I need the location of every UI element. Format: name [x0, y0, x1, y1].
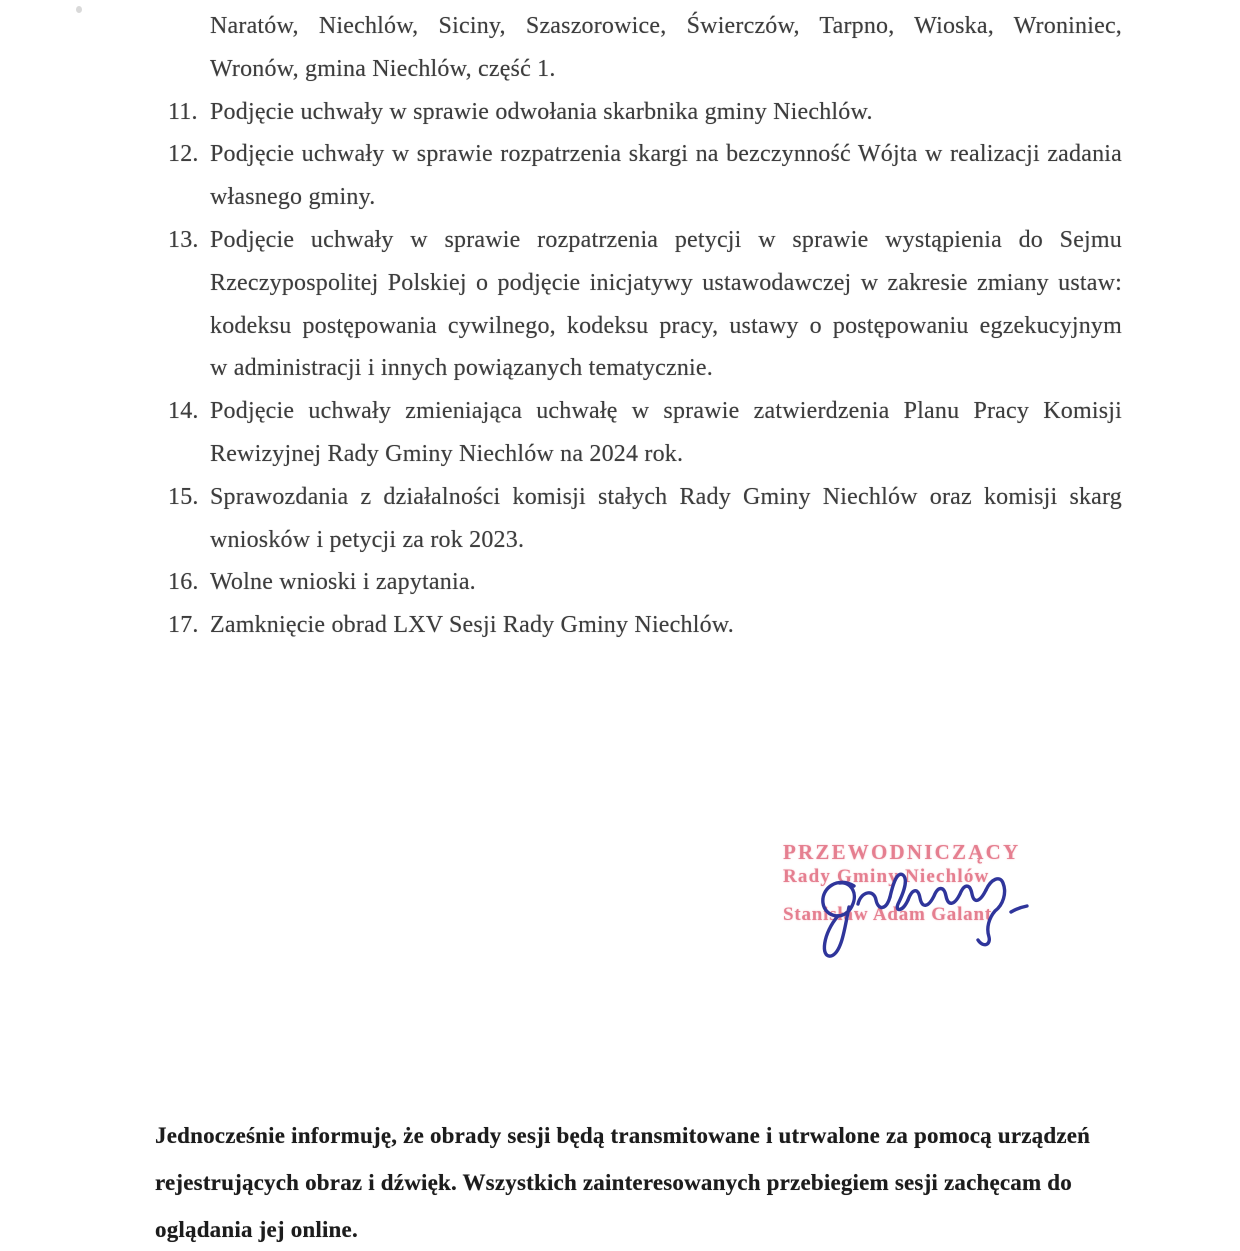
- item-number: 11.: [168, 98, 198, 125]
- text-line: wniosków i petycji za rok 2023.: [210, 526, 525, 553]
- footer-note: [155, 1112, 1155, 1251]
- item-number: 15.: [168, 483, 199, 510]
- agenda-item-11: [168, 91, 1122, 134]
- text-line: oglądania jej online.: [155, 1217, 358, 1242]
- text-line: własnego gminy.: [210, 184, 376, 211]
- stamp-name: Stanisław Adam Galant: [783, 904, 992, 925]
- item-number: 16.: [168, 569, 199, 596]
- text-line: Naratów, Niechlów, Siciny, Szaszorowice, Świerczów, Tarpno, Wioska, Wroniniec,: [210, 13, 1122, 39]
- agenda-item-16: [168, 561, 1122, 604]
- scan-artifact-speck: [76, 6, 82, 13]
- text-line: Podjęcie uchwały w sprawie odwołania skarbnika gminy Niechlów.: [210, 98, 873, 125]
- text-line: w administracji i innych powiązanych tematycznie.: [210, 355, 713, 382]
- text-line: Wronów, gmina Niechlów, część 1.: [210, 55, 556, 82]
- text-line: Sprawozdania z działalności komisji stałych Rady Gminy Niechlów oraz komisji skarg: [210, 483, 1122, 510]
- text-line: Podjęcie uchwały w sprawie rozpatrzenia skargi na bezczynność Wójta w realizacji zadania: [210, 141, 1122, 168]
- handwritten-signature-icon: [798, 856, 1050, 968]
- item-number: 12.: [168, 141, 199, 168]
- text-line: rejestrujących obraz i dźwięk. Wszystkich zainteresowanych przebiegiem sesji zachęcam do: [155, 1170, 1072, 1195]
- agenda-item-13: [168, 219, 1122, 390]
- agenda-item-15: [168, 476, 1122, 562]
- text-line: Rzeczypospolitej Polskiej o podjęcie inicjatywy ustawodawczej w zakresie zmiany ustaw:: [210, 269, 1122, 296]
- text-line: Wolne wnioski i zapytania.: [210, 569, 476, 596]
- text-line: Rewizyjnej Rady Gminy Niechlów na 2024 rok.: [210, 440, 684, 467]
- text-line: kodeksu postępowania cywilnego, kodeksu pracy, ustawy o postępowaniu egzekucyjnym: [210, 312, 1122, 339]
- item-number: 13.: [168, 226, 199, 253]
- item-number: 17.: [168, 612, 199, 639]
- agenda-list: [168, 5, 1122, 647]
- text-line: Podjęcie uchwały w sprawie rozpatrzenia petycji w sprawie wystąpienia do Sejmu: [210, 226, 1122, 253]
- text-line: Podjęcie uchwały zmieniająca uchwałę w sprawie zatwierdzenia Planu Pracy Komisji: [210, 398, 1122, 425]
- agenda-item-17: [168, 604, 1122, 647]
- text-line: Zamknięcie obrad LXV Sesji Rady Gminy Niechlów.: [210, 612, 734, 639]
- stamp-organization: Rady Gminy Niechlów: [783, 866, 990, 887]
- agenda-item-12: [168, 133, 1122, 219]
- item-number: 14.: [168, 398, 199, 425]
- text-line: Jednocześnie informuję, że obrady sesji będą transmitowane i utrwalone za pomocą urządzeń: [155, 1123, 1091, 1148]
- stamp-title: PRZEWODNICZĄCY: [783, 840, 1021, 864]
- agenda-item-14: [168, 390, 1122, 476]
- agenda-item-10-continuation: [210, 5, 1122, 91]
